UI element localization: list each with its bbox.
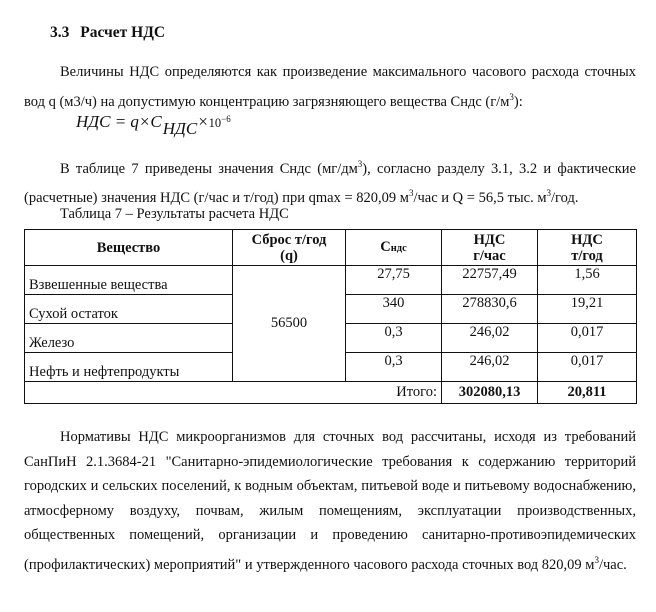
results-table	[24, 229, 637, 404]
row-substance: Нефть и нефтепродукты	[25, 353, 233, 382]
microorganisms-paragraph	[24, 425, 636, 577]
row-g-hour: 246,02	[442, 324, 538, 353]
header-substance: Вещество	[25, 230, 233, 266]
row-t-year: 19,21	[538, 295, 637, 324]
para2-text-c: /час и Q = 56,5 тыс. м	[413, 190, 547, 207]
row-substance: Взвешенные вещества	[25, 266, 233, 295]
header-ndc-t-year	[538, 230, 637, 266]
flow-value: 56500	[233, 266, 346, 382]
row-g-hour: 278830,6	[442, 295, 538, 324]
header-ghour-line1: НДС	[473, 231, 506, 248]
header-conc-sub: ндс	[390, 242, 407, 254]
table-total-row	[25, 382, 637, 404]
table-header-row	[25, 230, 637, 266]
total-g-hour: 302080,13	[442, 382, 538, 404]
table-caption: Таблица 7 – Результаты расчета НДС	[60, 206, 289, 222]
formula-times-2: ×	[197, 112, 209, 131]
formula-c: C	[150, 112, 162, 131]
total-label: Итого:	[25, 382, 442, 404]
row-t-year: 0,017	[538, 353, 637, 382]
row-substance: Сухой остаток	[25, 295, 233, 324]
intro-text-end: ):	[513, 93, 523, 110]
para3-text: Нормативы НДС микроорганизмов для сточных вод рассчитаны, исходя из требований СанПиН 2.1.3684-21 "Санитарно-эпидемиологические требования к содержанию территорий городских и сельских поселений, к водным объектам, питьевой воде и питьевому водоснабжению, атмосферному воздуху, почвам, жилым помещениям, эксплуатации производственных, общественных помещений, организации и проведению санитарно-противоэпидемических (профилактических) мероприятий" и утвержденного часового расхода сточных вод 820,09 м	[24, 429, 636, 573]
formula-times: ×	[138, 112, 151, 131]
formula-lhs: НДС	[76, 112, 111, 131]
formula-power-exponent: −6	[221, 113, 231, 124]
para2-sup-2: 3	[408, 188, 414, 199]
row-conc: 0,3	[346, 353, 442, 382]
intro-sup: 3	[509, 91, 514, 102]
row-g-hour: 22757,49	[442, 266, 538, 295]
table-intro-paragraph	[24, 152, 636, 211]
ndc-formula	[76, 112, 231, 138]
row-t-year: 0,017	[538, 324, 637, 353]
row-conc: 27,75	[346, 266, 442, 295]
header-tyear-line1: НДС	[571, 231, 603, 248]
row-conc: 340	[346, 295, 442, 324]
intro-text: Величины НДС определяются как произведение максимального часового расхода сточных вод q (м3/ч) на допустимую концентрацию загрязняющего вещества Cндс (г/м	[24, 64, 636, 110]
formula-q: q	[130, 112, 139, 131]
para2-sup-3: 3	[546, 188, 552, 199]
row-substance: Железо	[25, 324, 233, 353]
formula-power-base: 10	[208, 116, 222, 130]
section-heading	[50, 24, 165, 42]
header-flow	[233, 230, 346, 266]
header-flow-line2: (q)	[280, 248, 298, 264]
table-row	[25, 266, 637, 295]
header-conc-main: С	[380, 238, 391, 255]
header-concentration	[346, 230, 442, 266]
para2-text-a: В таблице 7 приведены значения Cндс (мг/дм	[60, 160, 358, 177]
para2-text-d: /год.	[551, 190, 579, 207]
section-number: 3.3	[50, 24, 70, 41]
intro-paragraph	[24, 60, 636, 114]
formula-c-subscript: НДС	[162, 119, 198, 138]
header-ndc-g-hour	[442, 230, 538, 266]
section-title: Расчет НДС	[80, 24, 166, 41]
formula-power	[208, 113, 231, 130]
header-tyear-line2: т/год	[571, 247, 603, 264]
row-g-hour: 246,02	[442, 353, 538, 382]
formula-equals: =	[114, 112, 127, 131]
header-ghour-line2: г/час	[473, 247, 506, 264]
para3-sup: 3	[594, 554, 599, 565]
row-t-year: 1,56	[538, 266, 637, 295]
total-t-year: 20,811	[538, 382, 637, 404]
para3-text-end: /час.	[598, 556, 627, 573]
header-flow-line1: Сброс т/год	[251, 232, 327, 248]
para2-sup-1: 3	[357, 159, 363, 169]
row-conc: 0,3	[346, 324, 442, 353]
para2-text-b: ), согласно разделу 3.1, 3.2 и фактические (расчетные) значения НДС (г/час и т/год) при qmax = 820,09 м	[24, 160, 636, 207]
